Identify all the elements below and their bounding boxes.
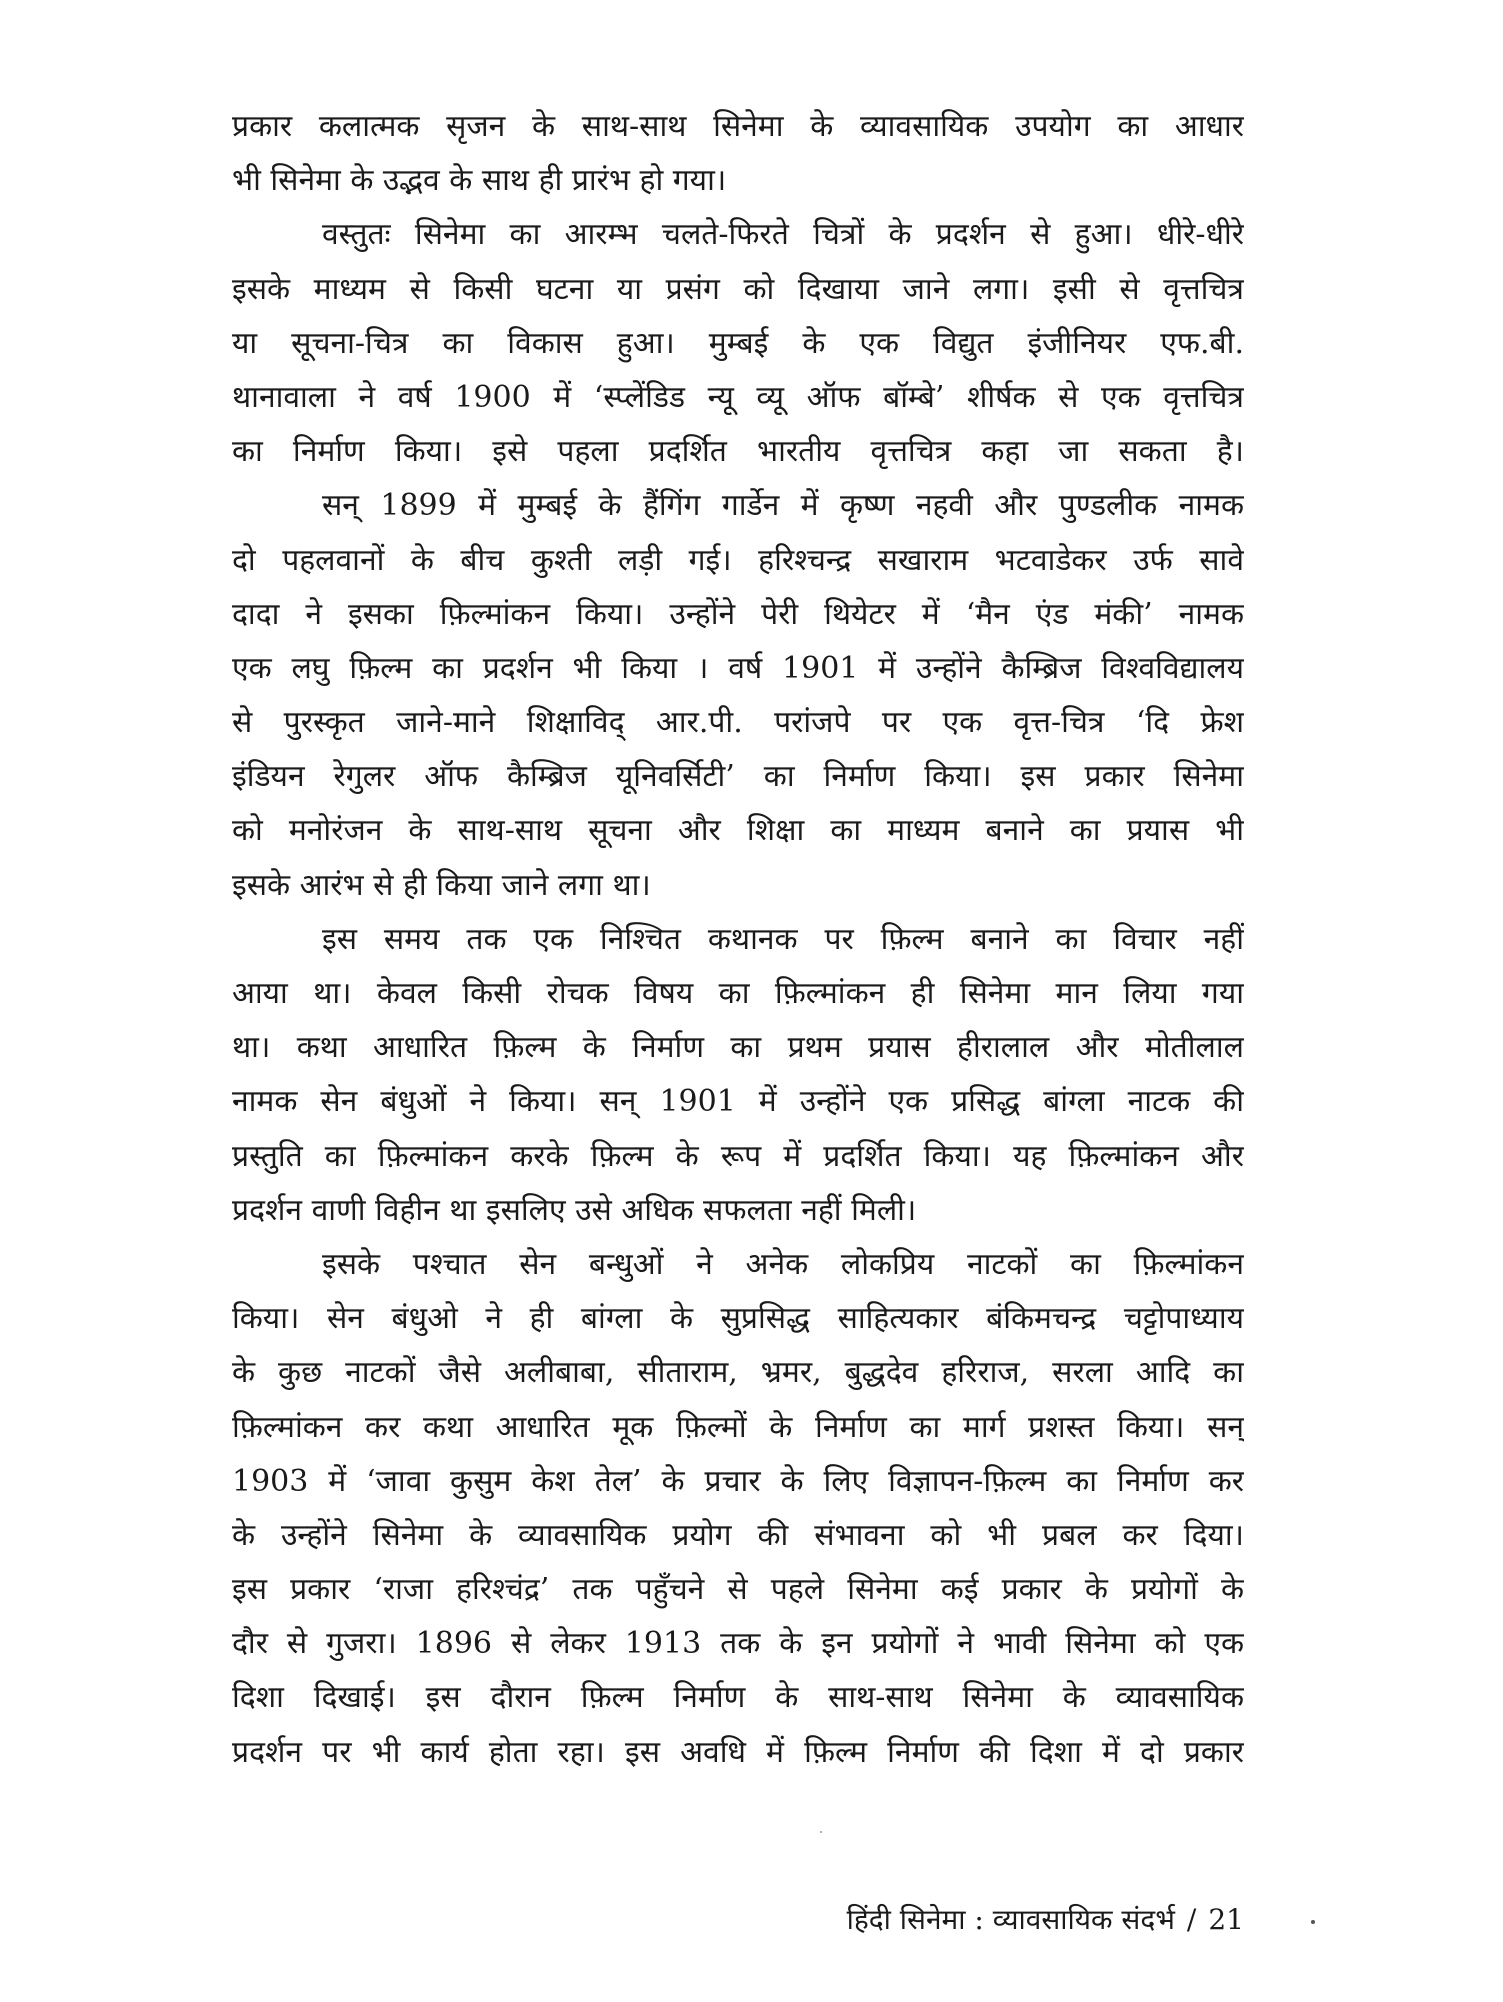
- text-line: फ़िल्मांकन कर कथा आधारित मूक फ़िल्मों के निर्माण का मार्ग प्रशस्त किया। सन्: [232, 1409, 1244, 1445]
- text-line: एक लघु फ़िल्म का प्रदर्शन भी किया । वर्ष 1901 में उन्होंने कैम्ब्रिज विश्वविद्यालय: [232, 650, 1244, 686]
- page-body-text: [232, 100, 1244, 1780]
- text-line: प्रदर्शन वाणी विहीन था इसलिए उसे अधिक सफलता नहीं मिली।: [232, 1192, 917, 1228]
- page-number: 21: [1208, 1903, 1244, 1936]
- text-line: प्रदर्शन पर भी कार्य होता रहा। इस अवधि में फ़िल्म निर्माण की दिशा में दो प्रकार: [232, 1734, 1244, 1770]
- scan-speck: [820, 1831, 822, 1833]
- text-line: प्रस्तुति का फ़िल्मांकन करके फ़िल्म के रूप में प्रदर्शित किया। यह फ़िल्मांकन और: [232, 1138, 1244, 1174]
- text-line: इंडियन रेगुलर ऑफ कैम्ब्रिज यूनिवर्सिटी’ का निर्माण किया। इस प्रकार सिनेमा: [232, 759, 1244, 795]
- text-line: इसके आरंभ से ही किया जाने लगा था।: [232, 867, 651, 903]
- text-line: था। कथा आधारित फ़िल्म के निर्माण का प्रथम प्रयास हीरालाल और मोतीलाल: [232, 1030, 1244, 1066]
- text-line: दो पहलवानों के बीच कुश्ती लड़ी गई। हरिश्चन्द्र सखाराम भटवाडेकर उर्फ सावे: [232, 542, 1244, 578]
- text-line: के कुछ नाटकों जैसे अलीबाबा, सीताराम, भ्रमर, बुद्धदेव हरिराज, सरला आदि का: [232, 1355, 1244, 1391]
- text-line: प्रकार कलात्मक सृजन के साथ-साथ सिनेमा के व्यावसायिक उपयोग का आधार: [232, 109, 1244, 144]
- text-line: दादा ने इसका फ़िल्मांकन किया। उन्होंने पेरी थियेटर में ‘मैन एंड मंकी’ नामक: [232, 596, 1244, 632]
- page-footer: [718, 1893, 1244, 1947]
- text-line: इसके माध्यम से किसी घटना या प्रसंग को दिखाया जाने लगा। इसी से वृत्तचित्र: [232, 271, 1244, 307]
- text-line: 1903 में ‘जावा कुसुम केश तेल’ के प्रचार के लिए विज्ञापन-फ़िल्म का निर्माण कर: [232, 1463, 1244, 1499]
- text-line: नामक सेन बंधुओं ने किया। सन् 1901 में उन्होंने एक प्रसिद्ध बांग्ला नाटक की: [232, 1084, 1244, 1120]
- text-line: थानावाला ने वर्ष 1900 में ‘स्प्लेंडिड न्यू व्यू ऑफ बॉम्बे’ शीर्षक से एक वृत्तचित्र: [232, 379, 1244, 415]
- text-line: इस समय तक एक निश्चित कथानक पर फ़िल्म बनाने का विचार नहीं: [322, 921, 1244, 957]
- text-line: के उन्होंने सिनेमा के व्यावसायिक प्रयोग की संभावना को भी प्रबल कर दिया।: [232, 1517, 1244, 1553]
- scan-speck: [1311, 1920, 1315, 1924]
- text-line: इसके पश्चात सेन बन्धुओं ने अनेक लोकप्रिय नाटकों का फ़िल्मांकन: [322, 1246, 1244, 1282]
- text-line: को मनोरंजन के साथ-साथ सूचना और शिक्षा का माध्यम बनाने का प्रयास भी: [232, 813, 1244, 849]
- footer-separator: /: [1186, 1903, 1197, 1936]
- text-line: वस्तुतः सिनेमा का आरम्भ चलते-फिरते चित्रों के प्रदर्शन से हुआ। धीरे-धीरे: [322, 217, 1244, 253]
- text-line: का निर्माण किया। इसे पहला प्रदर्शित भारतीय वृत्तचित्र कहा जा सकता है।: [232, 434, 1244, 470]
- text-line: आया था। केवल किसी रोचक विषय का फ़िल्मांकन ही सिनेमा मान लिया गया: [232, 976, 1244, 1011]
- text-line: दौर से गुजरा। 1896 से लेकर 1913 तक के इन प्रयोगों ने भावी सिनेमा को एक: [232, 1626, 1244, 1662]
- text-line: दिशा दिखाई। इस दौरान फ़िल्म निर्माण के साथ-साथ सिनेमा के व्यावसायिक: [232, 1680, 1244, 1716]
- text-line: किया। सेन बंधुओ ने ही बांग्ला के सुप्रसिद्ध साहित्यकार बंकिमचन्द्र चट्टोपाध्याय: [232, 1301, 1244, 1337]
- text-line: सन् 1899 में मुम्बई के हैंगिंग गार्डेन में कृष्ण नहवी और पुण्डलीक नामक: [322, 488, 1244, 524]
- text-line: या सूचना-चित्र का विकास हुआ। मुम्बई के एक विद्युत इंजीनियर एफ.बी.: [232, 325, 1244, 361]
- text-line: इस प्रकार ‘राजा हरिश्चंद्र’ तक पहुँचने से पहले सिनेमा कई प्रकार के प्रयोगों के: [232, 1572, 1244, 1608]
- running-title: हिंदी सिनेमा : व्यावसायिक संदर्भ: [846, 1903, 1175, 1936]
- text-line: से पुरस्कृत जाने-माने शिक्षाविद् आर.पी. परांजपे पर एक वृत्त-चित्र ‘दि फ्रेश: [232, 705, 1244, 741]
- text-line: भी सिनेमा के उद्भव के साथ ही प्रारंभ हो गया।: [232, 163, 727, 199]
